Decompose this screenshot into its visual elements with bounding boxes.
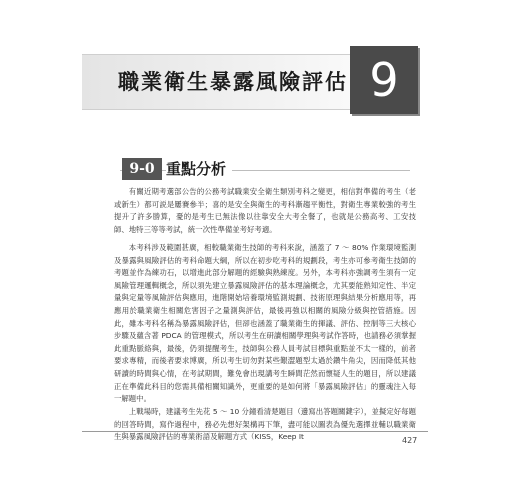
body-paragraph: 本考科涉及範圍甚廣，相較職業衛生技師的考科來說，涵蓋了 7 ～ 80% 作業環境監測及暴露與風險評估的考科命題大綱，所以在初步吃考科的規劃段，考生亦可參考衛生技師的考題並作為練功石，以增進此部分解題的經驗與熟練度。另外，本考科亦強調考生須有一定風險管理邏輯概念，所以須先建立暴露風險評估的基本理論概念，尤其要能熟知定性、半定量與定量等風險評估與應用，進階開始培養環境監測規劃、技術原理與結果分析應用等，再應用於職業衛生相關危害因子之量測與評估，最後再強以相關的風險分級與控管措施。因此，雖本考科名稱為暴露風險評估，但卻也涵蓋了職業衛生的揮議、評估、控制等三大核心步驟及蘊含著 PDCA 的管理模式，所以考生在研讀相關學理與考試作答時，也請務必須掌握此重點脈絡與，最後，仍須提醒考生，技師與公務人員考試目標與重點並不太一樣的，前者要求專精，而後者要求博廣，所以考生切勿對某些艱澀題型太過於鑽牛角尖，因而降低其他研讀的時間與心情，在考試期間，難免會出現講考生瞬間茫然而懷疑人生的題目，所以建議正在準備此科目的您需具備相關知識外，更重要的是如何將「暴露風險評估」的靈魂注入每一解題中。: [114, 243, 416, 404]
footer-rule: [82, 431, 428, 432]
body-paragraph: 有關近期考選部公告的公務考試職業安全衛生類別考科之變更，相信對準備的考生（老或新生）都可説是屢賽參半；喜的是安全與衛生的考科漸趨平衡性，對衛生專業較強的考生提升了許多勝算，憂的是考生已無法像以往靠安全大考全餐了，也就是公務高考、工安技師、地特三等等考試，統一次性準備並考好考適。: [114, 187, 416, 234]
chapter-number-badge: 9: [350, 46, 418, 114]
section-rule: [120, 170, 410, 171]
section-number-badge: 9-0: [122, 158, 162, 180]
page-number: 427: [402, 436, 418, 445]
body-paragraph: 上戰場時，建議考生先花 5 ～ 10 分鐘看清楚題目（邊寫出答題關鍵字），並擬定好每題的回答時間，寫作過程中，務必先想好架構再下筆，盡可能以圖表為優先選擇並輔以職業衛生與暴露風險評估的專業術語及解題方式（KISS，Keep It: [114, 407, 416, 442]
chapter-title: 職業衛生暴露風險評估: [118, 70, 348, 94]
section-title: 重點分析: [166, 159, 232, 179]
